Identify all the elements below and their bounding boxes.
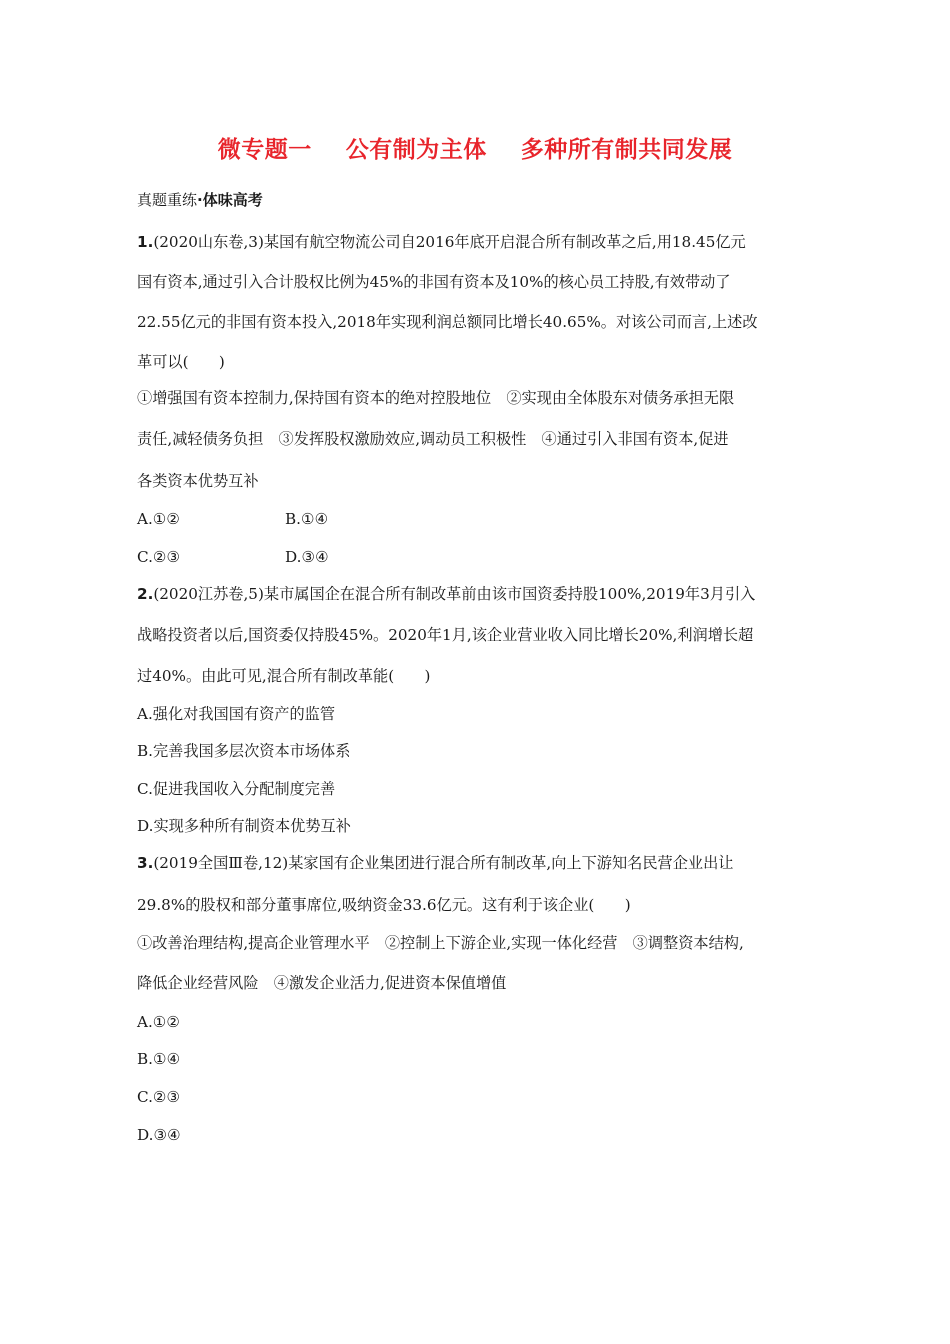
title-part-1: 微专题一 — [217, 137, 312, 163]
section-label: 真题重练 — [137, 191, 198, 209]
q1-line-1: 1.(2020山东卷,3)某国有航空物流公司自2016年底开启混合所有制改革之后,用18.45亿元 — [137, 233, 746, 251]
section-emphasis: 体味高考 — [202, 191, 263, 209]
q2-option-b: B.完善我国多层次资本市场体系 — [137, 742, 351, 760]
title-part-2: 公有制为主体 — [345, 137, 487, 163]
q1-line-2: 国有资本,通过引入合计股权比例为45%的非国有资本及10%的核心员工持股,有效带动了 — [137, 273, 731, 291]
q3-option-a: A.①② — [137, 1013, 181, 1031]
title-part-3: 多种所有制共同发展 — [520, 137, 733, 163]
section-heading — [137, 190, 263, 210]
section-dot: · — [197, 191, 203, 209]
q3-line-2: 29.8%的股权和部分董事席位,吸纳资金33.6亿元。这有利于该企业( ) — [137, 896, 631, 914]
q2-line-2: 战略投资者以后,国资委仅持股45%。2020年1月,该企业营业收入同比增长20%,利润增长超 — [137, 626, 754, 644]
q1-option-d: D.③④ — [285, 548, 329, 566]
q2-line-1: 2.(2020江苏卷,5)某市属国企在混合所有制改革前由该市国资委持股100%,2019年3月引入 — [137, 585, 756, 603]
q1-number: 1. — [137, 233, 154, 251]
q1-option-a: A.①② — [137, 510, 181, 528]
q3-number: 3. — [137, 854, 154, 872]
q3-line-1: 3.(2019全国Ⅲ卷,12)某家国有企业集团进行混合所有制改革,向上下游知名民营企业出让 — [137, 854, 734, 872]
q3-option-b: B.①④ — [137, 1050, 181, 1068]
q3-option-c: C.②③ — [137, 1088, 181, 1106]
page-title — [0, 134, 950, 166]
q1-line-5: ①增强国有资本控制力,保持国有资本的绝对控股地位 ②实现由全体股东对债务承担无限 — [137, 389, 735, 407]
q3-line-3: ①改善治理结构,提高企业管理水平 ②控制上下游企业,实现一体化经营 ③调整资本结构, — [137, 934, 744, 952]
q2-option-c: C.促进我国收入分配制度完善 — [137, 780, 336, 798]
q2-option-d: D.实现多种所有制资本优势互补 — [137, 817, 351, 835]
q1-line-7: 各类资本优势互补 — [137, 472, 259, 490]
q2-line-3: 过40%。由此可见,混合所有制改革能( ) — [137, 667, 431, 685]
q1-line-3: 22.55亿元的非国有资本投入,2018年实现利润总额同比增长40.65%。对该公司而言,上述改 — [137, 313, 758, 331]
q1-line-6: 责任,减轻债务负担 ③发挥股权激励效应,调动员工积极性 ④通过引入非国有资本,促进 — [137, 430, 729, 448]
q3-line-4: 降低企业经营风险 ④激发企业活力,促进资本保值增值 — [137, 974, 507, 992]
q2-option-a: A.强化对我国国有资产的监管 — [137, 705, 336, 723]
q3-option-d: D.③④ — [137, 1126, 181, 1144]
q1-line-4: 革可以( ) — [137, 353, 225, 371]
q1-option-b: B.①④ — [285, 510, 329, 528]
q2-number: 2. — [137, 585, 154, 603]
q1-option-c: C.②③ — [137, 548, 181, 566]
